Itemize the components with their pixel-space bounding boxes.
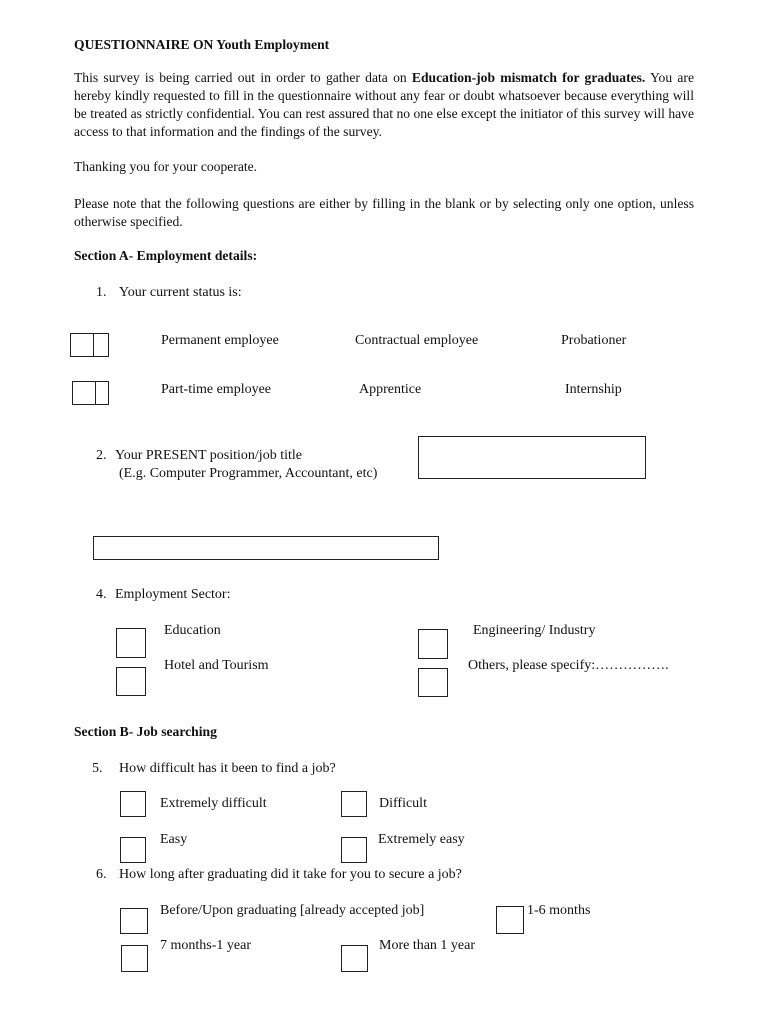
q6-option-more-than-1-year: More than 1 year: [379, 938, 476, 953]
q4-checkbox-engineering[interactable]: [418, 629, 448, 659]
q4-text: Employment Sector:: [115, 587, 231, 602]
q5-checkbox-easy[interactable]: [120, 837, 146, 863]
q6-number: 6.: [96, 867, 107, 882]
q4-option-education: Education: [164, 623, 221, 638]
q4-option-hotel: Hotel and Tourism: [164, 658, 269, 673]
q6-option-1-6-months: 1-6 months: [527, 903, 591, 918]
thanks-text: Thanking you for your cooperate.: [74, 159, 258, 174]
q1-option-permanent: Permanent employee: [161, 333, 279, 348]
q1-text: Your current status is:: [119, 285, 242, 300]
q5-checkbox-difficult[interactable]: [341, 791, 367, 817]
intro-paragraph: [74, 69, 694, 141]
text-answer-input[interactable]: [93, 536, 439, 560]
q1-option-parttime: Part-time employee: [161, 382, 272, 397]
q5-number: 5.: [92, 761, 103, 776]
q4-checkbox-education[interactable]: [116, 628, 146, 658]
q4-option-others: Others, please specify:…………….: [468, 658, 669, 673]
q1-number: 1.: [96, 285, 107, 300]
q6-checkbox-1-6-months[interactable]: [496, 906, 524, 934]
q2-text: Your PRESENT position/job title: [115, 448, 302, 463]
q1-option-contractual: Contractual employee: [355, 333, 479, 348]
q2-example: (E.g. Computer Programmer, Accountant, etc): [119, 466, 378, 481]
q5-option-difficult: Difficult: [379, 796, 427, 811]
q6-checkbox-before-graduating[interactable]: [120, 908, 148, 934]
q5-option-extremely-difficult: Extremely difficult: [160, 796, 267, 811]
q1-option-internship: Internship: [565, 382, 622, 397]
q6-checkbox-7-months[interactable]: [121, 945, 148, 972]
q5-option-easy: Easy: [160, 832, 188, 847]
q2-number: 2.: [96, 448, 107, 463]
q1-option-probationer: Probationer: [561, 333, 627, 348]
job-title-input[interactable]: [418, 436, 646, 479]
q4-checkbox-hotel[interactable]: [116, 667, 146, 696]
q6-text: How long after graduating did it take for you to secure a job?: [119, 867, 462, 882]
q1-checkbox-row1[interactable]: [70, 333, 109, 357]
q4-option-engineering: Engineering/ Industry: [473, 623, 596, 638]
q5-checkbox-extremely-difficult[interactable]: [120, 791, 146, 817]
q1-option-apprentice: Apprentice: [359, 382, 422, 397]
q4-checkbox-others[interactable]: [418, 668, 448, 697]
intro-text-end: You are hereby kindly requested to fill in the questionnaire without any fear or doubt whatsoever because everything will be treated as strictly confidential. You can rest assured that no one else except the initiator of this survey will have access to that information and the findings of the survey.: [74, 70, 694, 139]
q5-checkbox-extremely-easy[interactable]: [341, 837, 367, 863]
section-b-heading: Section B- Job searching: [74, 724, 217, 739]
q5-option-extremely-easy: Extremely easy: [378, 832, 465, 847]
q1-checkbox-row2[interactable]: [72, 381, 109, 405]
q6-option-7-months: 7 months-1 year: [160, 938, 251, 953]
section-a-heading: Section A- Employment details:: [74, 248, 258, 263]
q6-option-before-graduating: Before/Upon graduating [already accepted job]: [160, 903, 425, 918]
intro-topic: Education-job mismatch for graduates.: [411, 70, 646, 85]
note-paragraph: Please note that the following questions are either by filling in the blank or by selecting only one option, unless otherwise specified.: [74, 196, 694, 229]
q6-checkbox-more-than-1-year[interactable]: [341, 945, 368, 972]
questionnaire-title: QUESTIONNAIRE ON Youth Employment: [74, 37, 330, 52]
q5-text: How difficult has it been to find a job?: [119, 761, 336, 776]
intro-text-start: This survey is being carried out in order to gather data on: [74, 70, 412, 85]
q4-number: 4.: [96, 587, 107, 602]
